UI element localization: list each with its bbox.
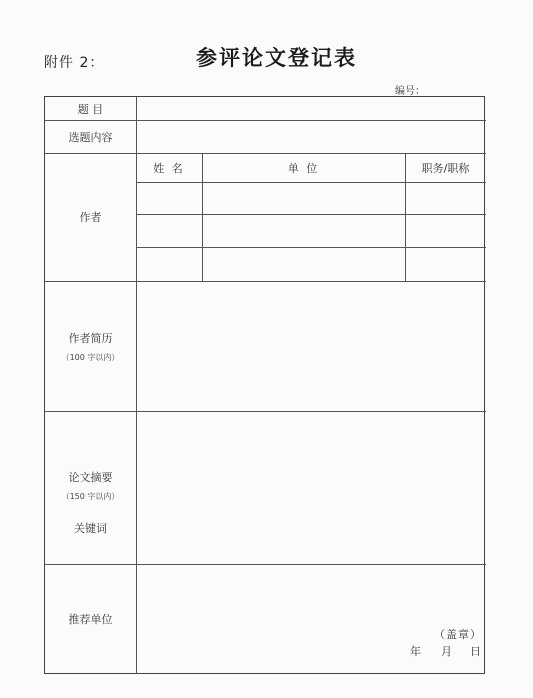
author-unit-header: 单 位 [287,161,320,175]
recommender-label: 推荐单位 [68,613,113,626]
topic-input-cell[interactable] [137,97,486,120]
form-title: 参评论文登记表 [196,45,357,70]
date-month-label: 月 [441,645,452,658]
abstract-label-cell [45,411,136,564]
keywords-label: 关键词 [74,522,107,535]
seal-label: （盖章） [434,628,482,641]
registration-table [44,96,485,674]
author-row-divider [136,214,486,215]
authors-label: 作者 [79,211,102,224]
resume-input-cell[interactable] [137,281,486,411]
author-name-header: 姓 名 [153,161,185,175]
author-header-divider [136,182,486,183]
topic-label: 题 目 [77,102,104,116]
topic-content-label: 选题内容 [68,130,113,144]
abstract-limit-note: （150 字以内） [61,492,120,501]
abstract-label: 论文摘要 [68,471,113,484]
recommender-input-cell[interactable] [137,564,486,674]
topic-content-input-cell[interactable] [137,120,486,153]
resume-label-cell [45,281,136,411]
date-year-label: 年 [410,645,421,658]
author-row-divider [136,247,486,248]
attachment-label: 附件 2： [44,55,105,71]
date-day-label: 日 [470,645,481,658]
serial-number-label: 编号： [395,86,425,97]
resume-limit-note: （100 字以内） [61,352,120,362]
author-position-header: 职务/职称 [421,161,470,175]
abstract-input-cell[interactable] [137,411,486,564]
resume-label: 作者简历 [68,331,113,345]
